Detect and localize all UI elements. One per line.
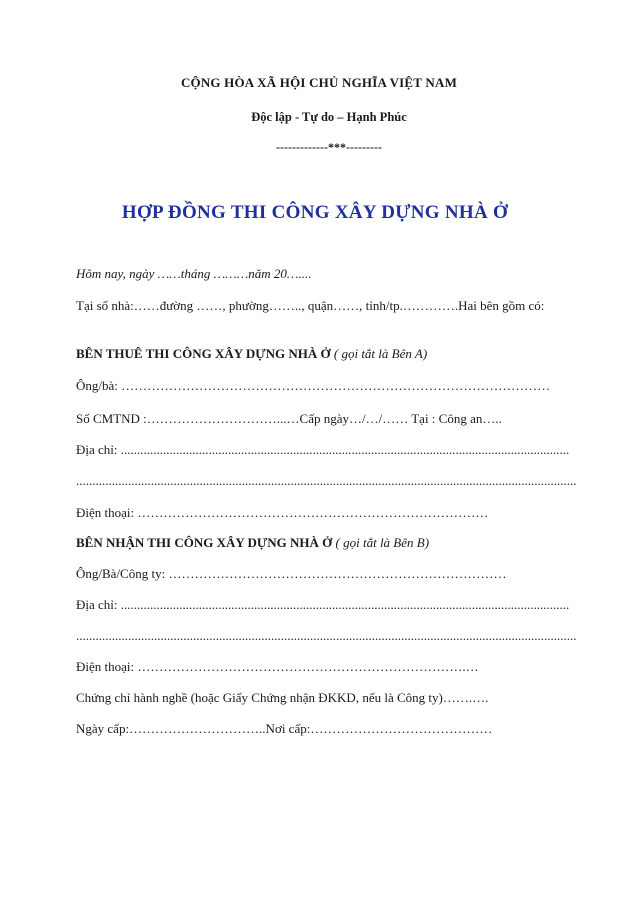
party-b-heading-text: BÊN NHẬN THI CÔNG XÂY DỰNG NHÀ Ở: [76, 535, 333, 550]
party-a-heading-note: ( gọi tắt là Bên A): [330, 346, 428, 361]
party-a-address-line-1: Địa chỉ: ..........................................................................................................................................: [76, 442, 570, 457]
party-a-name-line: Ông/bà: ………………………………………………………………………………………: [76, 378, 551, 393]
date-line: Hôm nay, ngày ……tháng ………năm 20…....: [76, 266, 312, 281]
country-heading: CỘNG HÒA XÃ HỘI CHỦ NGHĨA VIỆT NAM: [180, 75, 458, 90]
party-a-id-line: Số CMTND :…………………………...…Cấp ngày…/…/…… Tại : Công an…..: [76, 411, 502, 426]
party-a-phone-line: Điện thoại: ………………………………………………………………………: [76, 505, 489, 520]
party-b-address-line-2: ..........................................................................................................................................................: [76, 628, 577, 643]
party-b-heading-note: ( gọi tắt là Bên B): [332, 535, 430, 550]
party-a-address-line-2: ..........................................................................................................................................................: [76, 473, 577, 488]
party-a-heading: [76, 346, 427, 362]
separator: -------------***---------: [276, 140, 382, 154]
party-b-address-line-1: Địa chỉ: ..........................................................................................................................................: [76, 597, 570, 612]
party-b-name-line: Ông/Bà/Công ty: ……………………………………………………………………: [76, 566, 507, 581]
party-b-heading: [76, 535, 429, 551]
motto: Độc lập - Tự do – Hạnh Phúc: [251, 110, 407, 124]
contract-title: HỢP ĐỒNG THI CÔNG XÂY DỰNG NHÀ Ở: [121, 202, 509, 223]
place-line: Tại số nhà:……đường ……, phường…….., quận……, tỉnh/tp.………….Hai bên gồm có:: [76, 298, 545, 313]
party-b-issue-line: Ngày cấp:…………………………..Nơi cấp:……………………………………: [76, 721, 493, 736]
party-a-heading-text: BÊN THUÊ THI CÔNG XÂY DỰNG NHÀ Ở: [76, 346, 331, 361]
party-b-phone-line: Điện thoại: ………………………………………………………………….…: [76, 659, 479, 674]
party-b-cert-line: Chứng chỉ hành nghề (hoặc Giấy Chứng nhận ĐKKD, nếu là Công ty)…….….: [76, 690, 489, 705]
